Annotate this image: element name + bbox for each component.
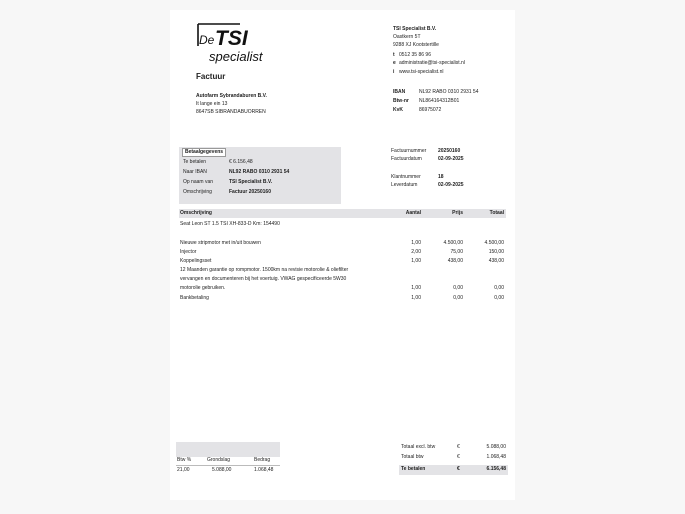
- company-street: Oastkern 5T: [393, 34, 421, 40]
- company-city: 9288 XJ Kootstertille: [393, 42, 439, 48]
- line-quantity: 2,00: [411, 249, 421, 255]
- total-pay-currency: €: [457, 466, 460, 472]
- line-quantity: 1,00: [411, 285, 421, 291]
- line-total: 150,00: [488, 249, 504, 255]
- payment-box: [179, 147, 341, 204]
- col-quantity: Aantal: [405, 210, 421, 216]
- payment-value-amount: € 6.156,48: [229, 159, 253, 165]
- customer-number-label: Klantnummer: [391, 174, 421, 180]
- invoice-number: 20250160: [438, 148, 461, 154]
- table-row: [179, 257, 506, 266]
- customer-name: Autofarm Sybrandaburen B.V.: [196, 93, 267, 99]
- line-total: 0,00: [494, 285, 504, 291]
- logo-tsi: TSI: [215, 27, 248, 50]
- vat-amount: 1.068,48: [254, 467, 274, 473]
- customer-city: 8647SB SIBRANDABUORREN: [196, 109, 266, 115]
- company-email: administratie@tsi-specialist.nl: [399, 60, 465, 66]
- payment-value-iban: NL92 RABO 0310 2931 54: [229, 169, 290, 175]
- payment-label-iban: Naar IBAN: [183, 169, 207, 175]
- payment-label-description: Omschrijving: [183, 189, 212, 195]
- company-phone: 0512 35 86 96: [399, 52, 431, 58]
- web-label: i: [393, 69, 395, 75]
- note-line: 12 Maanden garantie op rompmotor. 1500km na revisie motorolie & oliefilter: [180, 267, 349, 273]
- invoice-page: [170, 10, 515, 500]
- company-web: www.tsi-specialist.nl: [399, 69, 444, 75]
- col-description: Omschrijving: [180, 210, 212, 216]
- payment-label-amount: Te betalen: [183, 159, 207, 165]
- col-total: Totaal: [489, 210, 504, 216]
- iban-label: IBAN: [393, 89, 406, 95]
- invoice-number-label: Factuurnummer: [391, 148, 427, 154]
- vat-rate: 21,00: [177, 467, 190, 473]
- payment-label-name: Op naam van: [183, 179, 214, 185]
- line-description: Bankbetaling: [180, 295, 209, 301]
- kvk-label: KvK: [393, 107, 404, 113]
- phone-label: t: [393, 52, 395, 58]
- document-title: Factuur: [196, 72, 226, 81]
- invoice-date-label: Factuurdatum: [391, 156, 422, 162]
- line-total: 0,00: [494, 295, 504, 301]
- table-row: [179, 284, 506, 293]
- col-price: Prijs: [452, 210, 463, 216]
- line-total: 4.500,00: [484, 240, 504, 246]
- note-line: vervangen en documenteren bij het voertuig. VWAG gespecificeerde 5W30: [180, 276, 347, 282]
- total-excl-currency: €: [457, 444, 460, 450]
- total-pay-label: Te betalen: [401, 466, 426, 472]
- table-header: [179, 209, 506, 218]
- vat-header-rate: Btw %: [177, 457, 192, 463]
- line-price: 4.500,00: [443, 240, 463, 246]
- line-description: Injector: [180, 249, 197, 255]
- line-quantity: 1,00: [411, 258, 421, 264]
- vat-header-amount: Bedrag: [254, 457, 271, 463]
- vat-base: 5.088,00: [212, 467, 232, 473]
- line-quantity: 1,00: [411, 295, 421, 301]
- total-btw-currency: €: [457, 454, 460, 460]
- line-price: 0,00: [453, 295, 463, 301]
- table-row: [179, 294, 506, 303]
- table-row: [179, 248, 506, 257]
- total-btw: 1.068,48: [486, 454, 506, 460]
- line-price: 75,00: [450, 249, 463, 255]
- vat-shade: [176, 442, 280, 457]
- invoice-date: 02-09-2025: [438, 156, 464, 162]
- delivery-date: 02-09-2025: [438, 182, 464, 188]
- note-line: motorolie gebruiken.: [180, 285, 226, 291]
- btw-label: Btw-nr: [393, 98, 409, 104]
- payment-header: Betaalgegevens: [182, 148, 226, 157]
- total-pay-row: [399, 465, 508, 475]
- line-price: 438,00: [447, 258, 463, 264]
- email-label: e: [393, 60, 396, 66]
- line-price: 0,00: [453, 285, 463, 291]
- vehicle-line: Seat Leon ST 1.5 TSI XH-833-D Km: 154490: [180, 221, 280, 227]
- delivery-date-label: Leverdatum: [391, 182, 418, 188]
- customer-number: 18: [438, 174, 444, 180]
- tsi-specialist-logo: [196, 20, 274, 66]
- customer-street: It lange ein 13: [196, 101, 228, 107]
- line-quantity: 1,00: [411, 240, 421, 246]
- company-iban: NL92 RABO 0310 2931 54: [419, 89, 479, 95]
- vat-divider: [176, 465, 280, 466]
- line-description: Nieuwe stripmotor met in/uit bouwen: [180, 240, 261, 246]
- line-description: Koppelingsset: [180, 258, 212, 264]
- total-btw-label: Totaal btw: [401, 454, 424, 460]
- company-name: TSI Specialist B.V.: [393, 26, 437, 32]
- total-pay: 6.156,48: [486, 466, 506, 472]
- logo-specialist: specialist: [209, 49, 263, 64]
- payment-value-description: Factuur 20250160: [229, 189, 271, 195]
- total-excl: 5.088,00: [486, 444, 506, 450]
- total-excl-label: Totaal excl. btw: [401, 444, 436, 450]
- line-total: 438,00: [488, 258, 504, 264]
- table-row: [179, 239, 506, 248]
- company-kvk: 86975072: [419, 107, 442, 113]
- payment-value-name: TSI Specialist B.V.: [229, 179, 273, 185]
- company-btw: NL864164312B01: [419, 98, 460, 104]
- logo-de: De: [199, 33, 215, 47]
- vat-header-base: Grondslag: [207, 457, 231, 463]
